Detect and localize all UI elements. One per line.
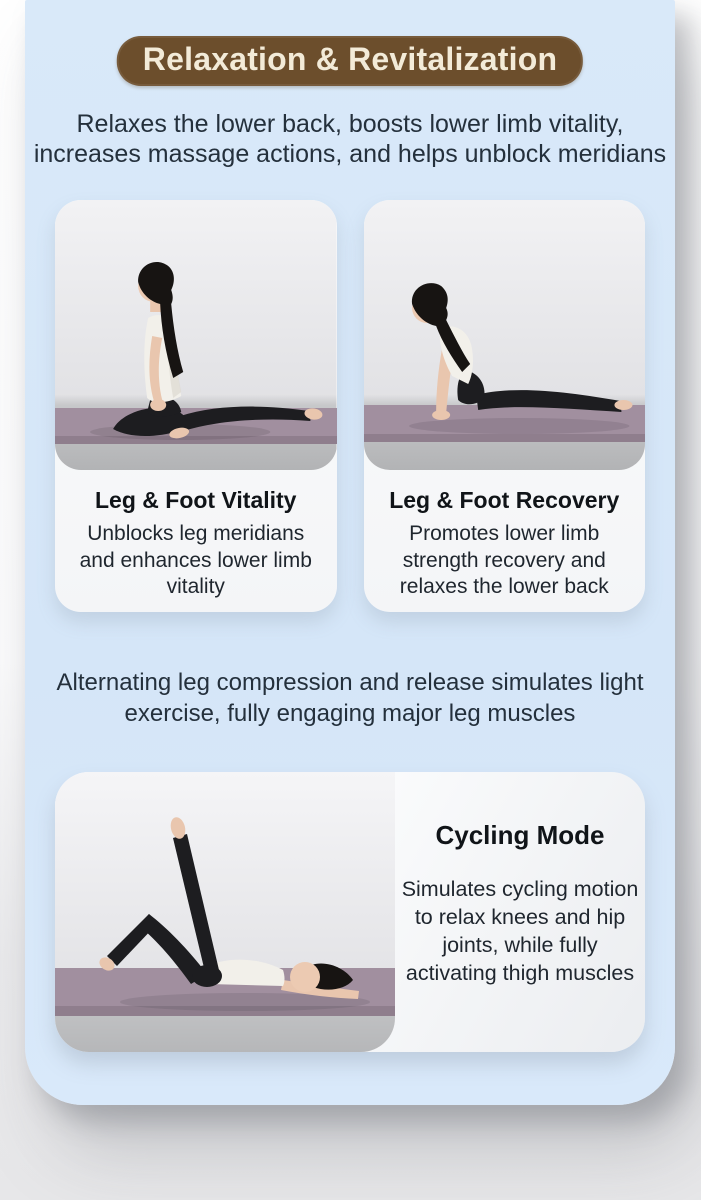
blue-content-panel [25, 0, 675, 1105]
cycling-mode-title: Cycling Mode [435, 820, 605, 850]
card-leg-foot-vitality [55, 200, 337, 612]
cycling-mode-description: Simulates cycling motion to relax knees and hip joints, while fully activating thigh muscles [401, 877, 639, 985]
card-title: Leg & Foot Recovery [389, 487, 620, 513]
lying-cycling-pose-photo [55, 772, 395, 1052]
card-leg-foot-recovery [364, 200, 646, 612]
cycling-mode-text-block [395, 772, 645, 1052]
card-title: Leg & Foot Vitality [95, 487, 297, 513]
section-title-badge: Relaxation & Revitalization [117, 36, 583, 86]
pose-cards-row [55, 200, 645, 612]
card-description: Unblocks leg meridians and enhances lower limb vitality [79, 522, 312, 599]
seated-pigeon-stretch-pose-photo [55, 200, 337, 470]
cobra-stretch-pose-photo [364, 200, 646, 470]
mid-paragraph: Alternating leg compression and release simulates light exercise, fully engaging major leg muscles [56, 669, 644, 727]
card-cycling-mode [55, 772, 645, 1052]
section-subtitle: Relaxes the lower back, boosts lower limb vitality, increases massage actions, and helps unblock meridians [33, 110, 667, 168]
card-description: Promotes lower limb strength recovery and relaxes the lower back [399, 522, 609, 599]
